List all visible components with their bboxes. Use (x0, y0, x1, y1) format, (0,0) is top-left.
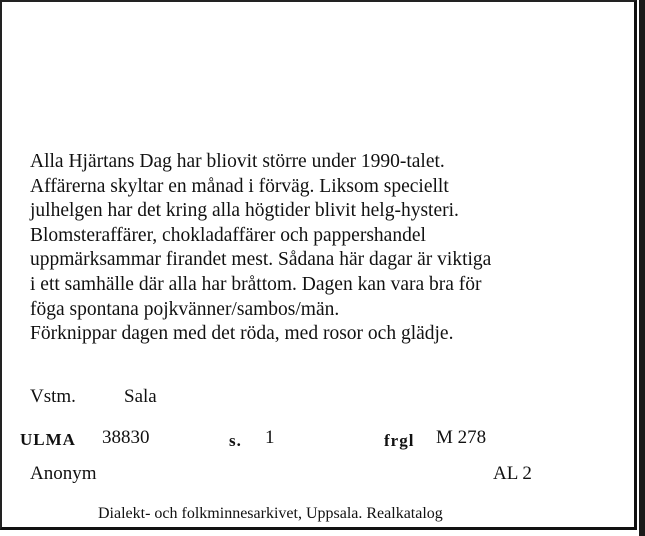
body-line: i ett samhälle där alla har bråttom. Dagen kan vara bra för (30, 273, 482, 295)
ulma-label: ULMA (20, 430, 76, 449)
body-line: uppmärksammar firandet mest. Sådana här dagar är viktiga (30, 249, 492, 271)
body-line: Affärerna skyltar en månad i förväg. Liksom speciellt (30, 175, 449, 197)
body-line: julhelgen har det kring alla högtider blivit helg-hysteri. (30, 200, 459, 222)
archive-footer: Dialekt- och folkminnesarkivet, Uppsala. Realkatalog (98, 505, 443, 522)
frgl-label: frgl (384, 431, 415, 450)
author: Anonym (30, 463, 97, 484)
body-line: Blomsteraffärer, chokladaffärer och pappershandel (30, 224, 426, 246)
card-body-text (30, 150, 610, 347)
al-code: AL 2 (493, 463, 532, 484)
vstm-label: Vstm. (30, 386, 76, 407)
vstm-value: Sala (124, 386, 157, 407)
frgl-value: M 278 (436, 427, 487, 448)
body-line: föga spontana pojkvänner/sambos/män. (30, 298, 340, 320)
scan-edge (639, 0, 645, 536)
ulma-number: 38830 (102, 427, 150, 448)
body-line: Alla Hjärtans Dag har bliovit större under 1990-talet. (30, 151, 445, 172)
page-label: s. (229, 431, 242, 450)
page-number: 1 (265, 427, 275, 448)
body-line: Förknippar dagen med det röda, med rosor och glädje. (30, 323, 454, 345)
